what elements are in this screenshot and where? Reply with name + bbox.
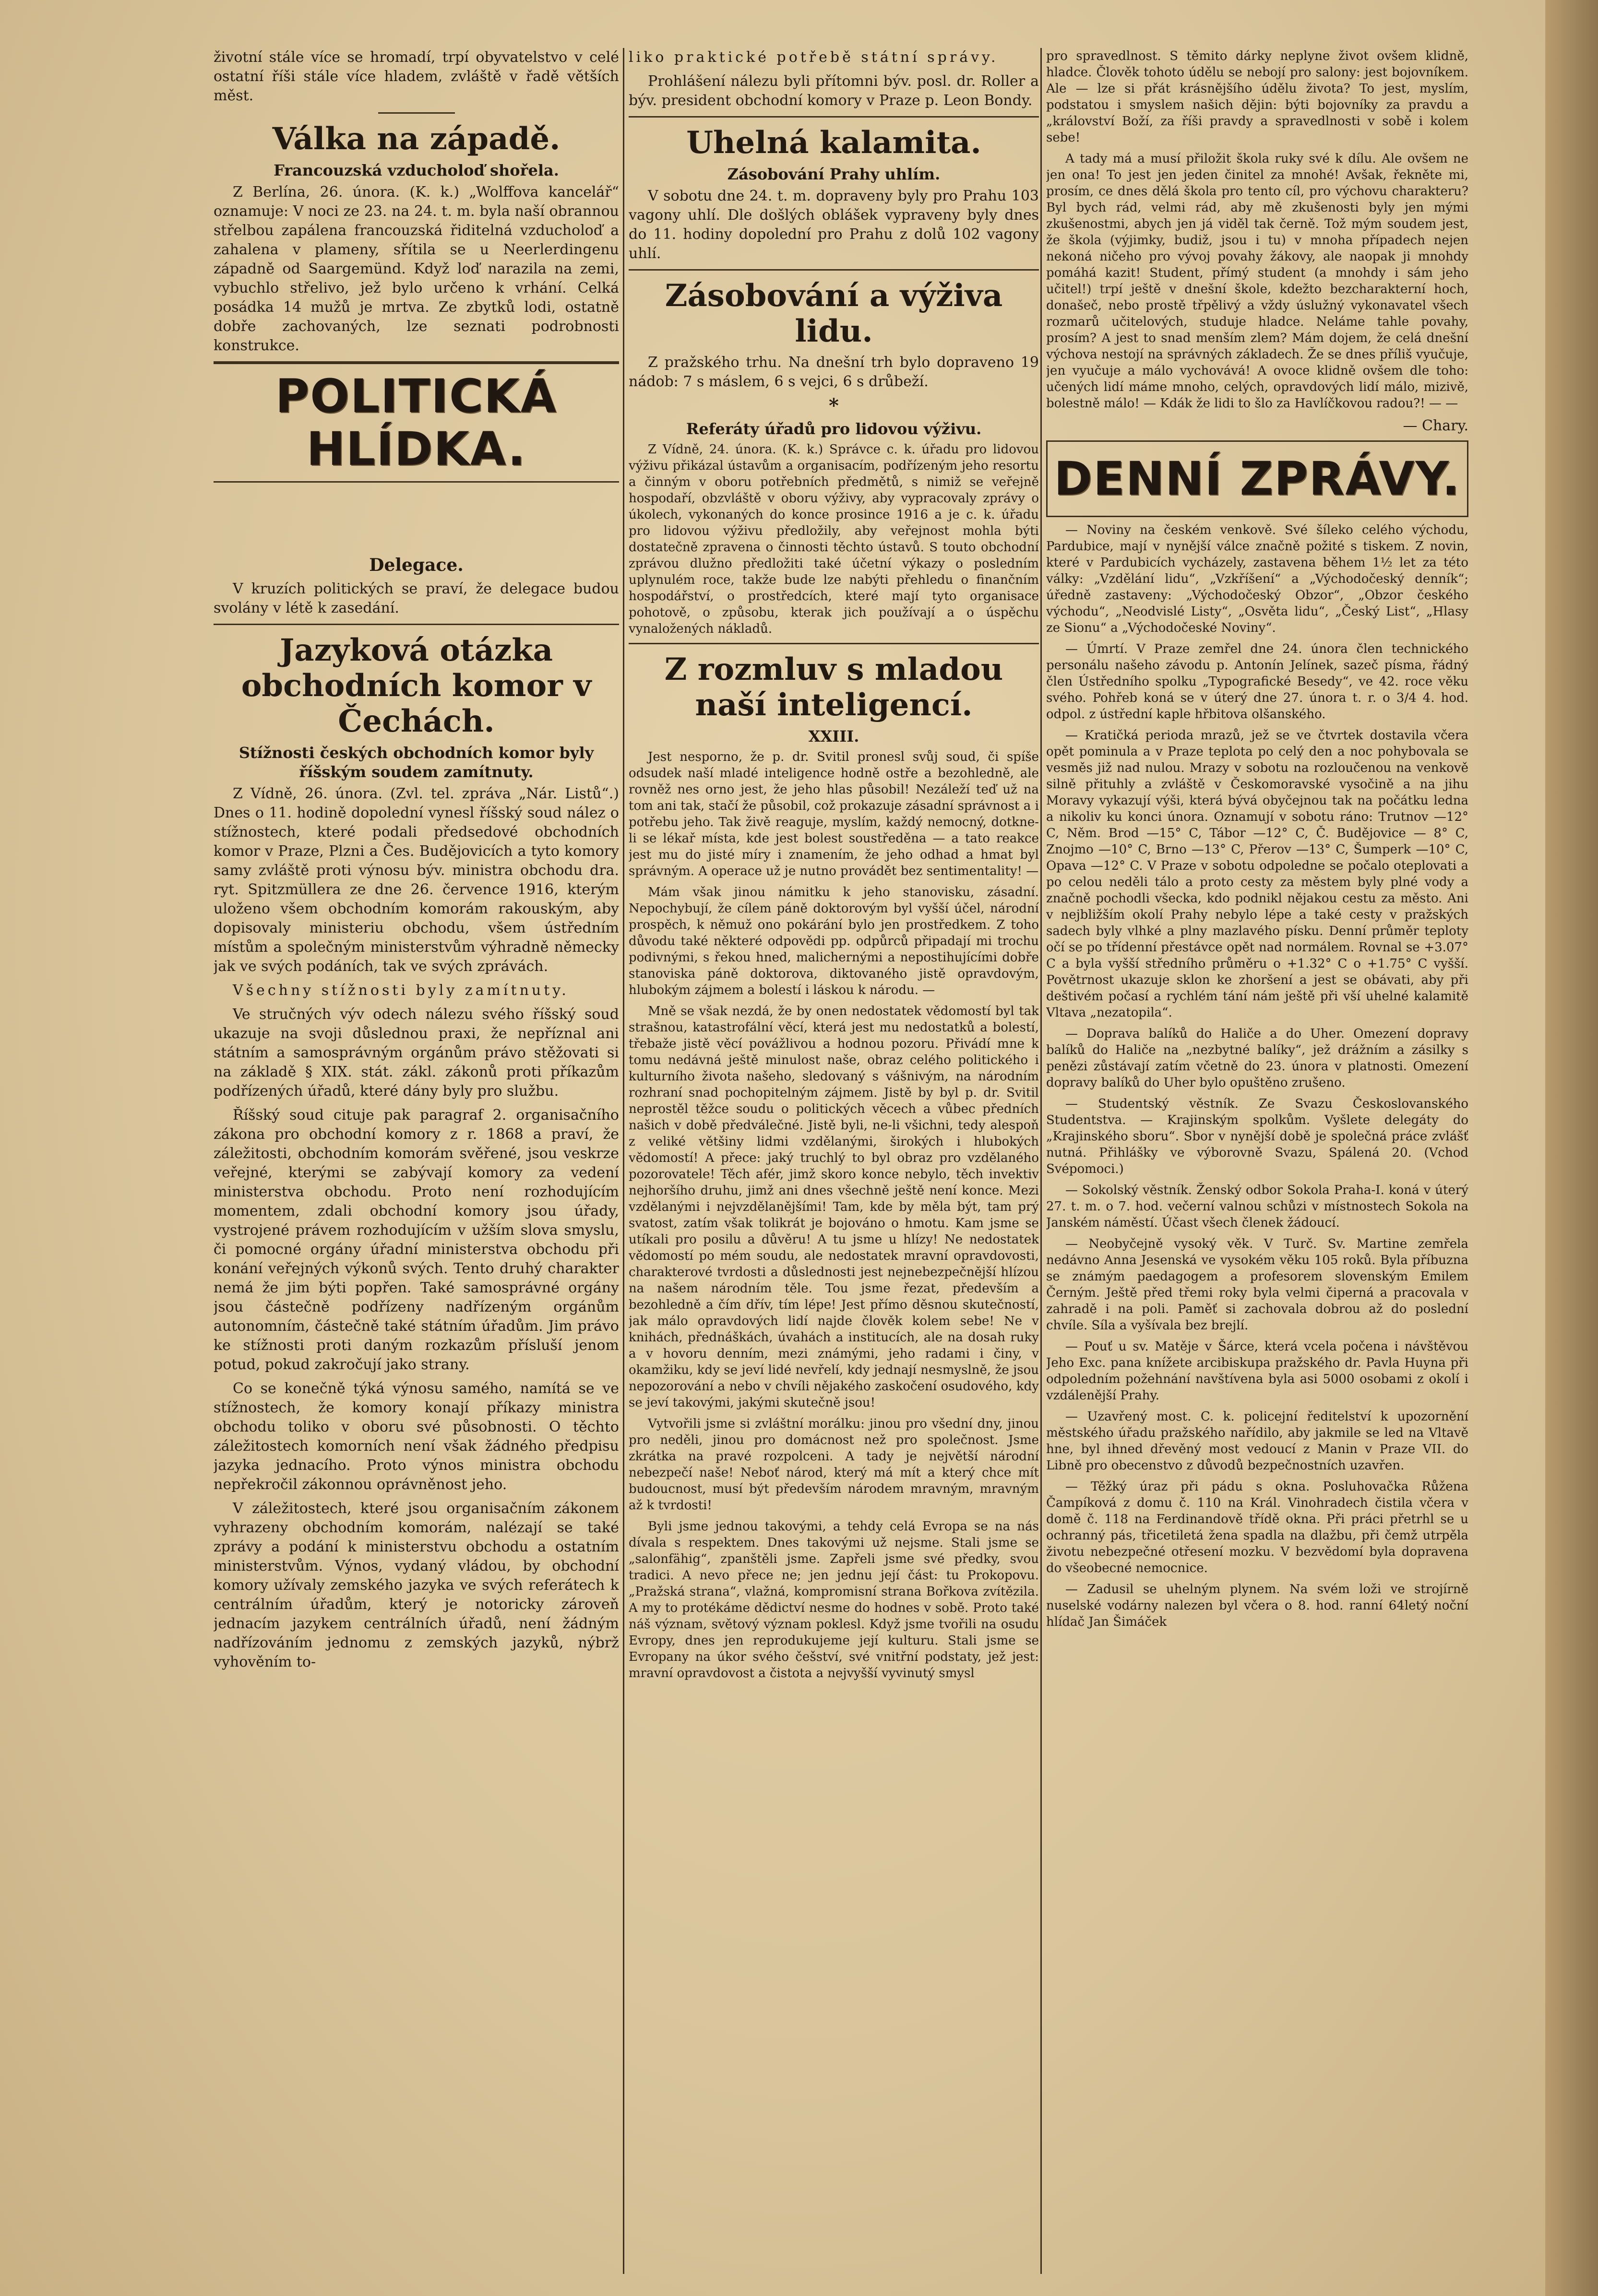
signature: — Chary. [1403,417,1468,434]
divider [378,112,455,114]
col2-intro: liko praktické potřebě státní správy. [629,49,999,66]
news-item: — Neobyčejně vysoký věk. V Turč. Sv. Martine zemřela nedávno Anna Jesenská ve vysokém věku 105 roků. Byla příbuzna se známým paedagogem a profesorem slovenským Emilem Černým. Ještě před třemi roky byla velmi čiperná a pracovala v zahradě i na poli. Paměť si zachovala dobrou až do poslední chvíle. Síla a vyšívala bez brejlí. [1046,1237,1468,1333]
divider [629,643,1039,644]
rozmluvy-p3: Mně se však nezdá, že by onen nedostatek vědomostí byl tak strašnou, katastrofální věcí, která jest mu nedostatků a bolestí, třebaže jistě věcí povážlivou a hodnou pozoru. Přivádí mne k tomu nedávná ještě minulost naše, obraz celého politického i kulturního života našeho, sledovaný s vášnivým, na národním rozhraní snad pochopitelným zájmem. Jistě by byl p. dr. Svitil neprostěl těžce soudu o politických věcech a vůbec předních našich v době předválečné. Jistě byli, ne-li všichni, tedy alespoň z veliké většiny lidmi vzdělanými, širokých i hlubokých vědomostí! A přece: jaký truchlý to byl obraz pro vzdělaného pozorovatele! Těch afér, jimž skoro konce nebylo, těch invektiv nejhoršího druhu, jimž ani dnes všechně ještě není konce. Mezi vzdělanými i nejvzdělanějšími! Tam, kde by měla být, tam prý svatost, zatím však tolikrát je bojováno o hmotu. Kam jsme se utíkali pro posilu a důvěru! A tu jsme u hlízy! Ne nedostatek vědomostí po mém soudu, ale nedostatek mravní opravdovosti, charakterové tvrdosti a důslednosti jest nejnebezpečnější hlízou na našem národním těle. Tou jsme řezat, především a bezohledně a čím dřív, tím lépe! Jest přímo děsnou skutečností, jak málo opravdových lidí najde člověk kolem sebe! Ne v knihách, přednáškách, úvahách a institucích, ale na dosah ruky a v hovoru denním, mezi známými, jeho radami i činy, v okamžiku, kdy se jeví lidé nevřelí, kdy jednají nesmyslně, že jsou nepozorování a nebo v chvíli nějakého zaskočení osudového, kdy se jeví takovými, jakými skutečně jsou! [629,1004,1039,1410]
column-1 [214,48,619,1677]
rozmluvy-p4: Vytvořili jsme si zvláštní morálku: jinou pro všední dny, jinou pro neděli, jinou pro domácnost než pro společnost. Jsme zkrátka na pravé rozpolceni. A tady je největší národní nebezpečí naše! Neboť národ, který má mít a který chce mít budoucnost, musí být především národem mravným, mravným až k tvrdosti! [629,1417,1039,1513]
news-item: — Noviny na českém venkově. Své šíleko celého východu, Pardubice, mají v nynější válce značně požité s tiskem. Z novin, které v Pardubicích vycházely, zastavena během 1½ let za této války: „Vzdělání lidu“, „Vzkříšení“ a „Východočeský denník“; úředně zastaveny: „Východočeský Obzor“, „Obzor českého východu“, „Neodvislé Listy“, „Osvěta lidu“, „Český List“, „Hlasy ze Sionu“ a „Východočeské Noviny“. [1046,523,1468,635]
blank-space [214,488,619,551]
col3-intro: pro spravedlnost. S těmito dárky neplyne život ovšem klidně, hladce. Člověk tohoto údělu se nebojí pro salony: jest bojovníkem. Ale — lze si přát krásnějšího údělu života? To jest, myslím, podstatou i smyslem našich dějin: býti bojovníky za pravdu a „království Boží, za říši pravdy a spravedlnosti v sobě i kolem sebe! [1046,49,1468,145]
jazykova-p3: Ve stručných výv odech nálezu svého říšský soud ukazuje na svoji důslednou praxi, že nepříznal ani státním a samosprávným orgánům právo stěžovati si na základě § XIX. stát. zákl. zákonů proti příkazům podřízených úřadů, které dány byly pro službu. [214,1006,619,1100]
rozmluvy-number: XXIII. [808,727,859,746]
divider [214,624,619,625]
politicka-hlidka-banner: POLITICKÁ HLÍDKA. [275,369,558,476]
news-item: — Zadusil se uhelným plynem. Na svém loži ve strojírně nuselské vodárny nalezen byl včera o 8. hod. ranní 64letý noční hlídač Jan Šimáček [1046,1582,1468,1629]
jazykova-p6: V záležitostech, které jsou organisačním zákonem vyhrazeny obchodním komorám, nalézají se také zprávy a podání k ministerstvu obchodu a ostatním ministerstvům. Výnos, vydaný vládou, by obchodní komory užívaly zemského jazyka ve svých referátech k centrálním úřadům, který je notoricky zároveň jednacím jazykem centrálních úřadů, není žádným nadřízováním jednomu z zemských jazyků, nýbrž vyhověním to- [214,1500,619,1670]
divider [214,361,619,364]
col1-intro: životní stále více se hromadí, trpí obyvatelstvo v celé ostatní říši stále více hladem, zvláště v řadě větších měst. [214,49,619,104]
rozmluvy-title: Z rozmluv s mladou naší inteligencí. [664,651,1003,723]
divider [629,269,1039,271]
news-item: — Těžký úraz při pádu s okna. Posluhovačka Růžena Čampíková z domu č. 110 na Král. Vinohradech čistila včera v domě č. 118 na Ferdinandově třídě okna. Při práci přetrhl se u ochranný pás, třicetiletá žena spadla na dlažbu, při čemž utrpěla životu nebezpečné otřesení mozku. V bezvědomí byla dopravena do všeobecné nemocnice. [1046,1479,1468,1575]
news-item: — Sokolský věstník. Ženský odbor Sokola Praha-I. koná v úterý 27. t. m. o 7. hod. večerní valnou schůzi v místnostech Sokola na Janském náměstí. Účast všech členek žádoucí. [1046,1183,1468,1230]
war-subtitle: Francouzská vzducholoď shořela. [274,161,559,179]
rozmluvy-p1: Jest nesporno, že p. dr. Svitil pronesl svůj soud, či spíše odsudek naší mladé inteligence hodně ostře a bezohledně, ale rovněž nes orno jest, že jeho hlas působil! Nezáleží teď už na tom ani tak, stačí že působil, což prokazuje zásadní správnost a i potřebu jeho. Tak živě reaguje, myslím, každý nemocný, dotkne-li se lékař místa, kde jest bolest soustředěna — a tato reakce jest mu do jisté míry i znamením, že jeho odhad a hmat byl správným. A operace už je nutno provádět bez sentimentality! — [629,750,1039,878]
news-item: — Doprava balíků do Haliče a do Uher. Omezení dopravy balíků do Haliče na „nezbytné balíky“, jež drážním a zásilky s penězi zůstávají zatím včetně do 23. února v platnosti. Omezení dopravy balíků do Uher bylo opuštěno zrušeno. [1046,1027,1468,1090]
jazykova-title: Jazyková otázka obchodních komor v Čechách. [241,632,592,739]
col2-intro2: Prohlášení nálezu byli přítomni býv. posl. dr. Roller a býv. president obchodní komory v Praze p. Leon Bondy. [629,73,1039,109]
zasobovani-title: Zásobování a výživa lidu. [665,278,1003,349]
news-item: — Uzavřený most. C. k. policejní ředitelství k upozornění městského úřadu pražského nařídilo, aby jakmile se led na Vltavě hne, byl ihned dřevěný most vedoucí z Manin v Praze VII. do Libně pro obecenstvo z důvodů bezpečnostních uzavřen. [1046,1409,1468,1473]
news-item: — Studentský věstník. Ze Svazu Českoslovanského Studentstva. — Krajinským spolkům. Vyšlete delegáty do „Krajinského sboru“. Sbor v nynější době je společná práce zvlášť nutná. Přihlášky ve výborovně Svazu, Spálená 20. (Vchod Svépomoci.) [1046,1097,1468,1176]
jazykova-p2: Všechny stížnosti byly zamítnuty. [233,982,569,999]
column-rule [1040,48,1042,2274]
zasobovani-text: Z pražského trhu. Na dnešní trh bylo dopraveno 19 nádob: 7 s máslem, 6 s vejci, 6 s drůbeží. [629,354,1039,390]
col3-p2: A tady má a musí přiložit škola ruky své k dílu. Ale ovšem ne jen ona! To jest jen jeden činitel za mnohé! Avšak, řekněte mi, prosím, ce dnes dělá škola pro tento cíl, pro výchovu charakteru? Byl bych rád, velmi rád, aby mě zkušenosti byly jen mými zkušenostmi, abych jen já viděl tak černě. Tož mým soudem jest, že škola (výjimky, budiž, jsou i tu) v mnoha případech nejen nekoná ničeho pro vývoj povahy žákovy, ale naopak ji mnohdy pomáhá kazit! Student, přímý student (a mnohdy i sám jeho učitel!) trpí ještě v dnešní škole, kdežto bezcharakterní hoch, donašeč, nebo prostě třpělivý a vždy úslužný vykonavatel všech rozmarů učitelových, studuje hladce. Neláme tahle povahy, prosím? A jest to snad menším zlem? Mám dojem, že celá dnešní výchova nestojí na správných základech. Že se dnes příliš vyučuje, jen vyučuje a málo vychovává! A ovoce klidně ovšem dle toho: učených lidí máme mnoho, celých, opravdových lidí málo, mizivě, bolestně málo! — Kdák že lidi to šlo za Havlíčkovou radou?! — — [1046,152,1468,411]
column-2 [629,48,1039,1686]
delegace-title: Delegace. [369,555,464,575]
zasobovani-subtitle: Referáty úřadů pro lidovou výživu. [686,420,982,438]
rozmluvy-p5: Byli jsme jednou takovými, a tehdy celá Evropa se na nás dívala s respektem. Dnes takovými už nejsme. Stali jsme se „salonfähig“, zpanštěli jsme. Zapřeli jsme své předky, svou tradici. A nevo přece ne; jen jednu její část: tu Prokopovu. „Pražská strana“, vlažná, kompromisní strana Bořkova zvítězila. A my to protékáme dědictví nesme do hodnes v sobě. Proto také náš význam, světový význam poklesl. Když jsme tvořili na osudu Evropy, dnes jen reprodukujeme její kulturu. Stali jsme se Evropany na úkor svého češství, své vnitřní podstaty, jež jest: mravní opravdovost a čistota a nejvyšší vyvinutý smysl [629,1519,1039,1681]
uhelna-subtitle: Zásobování Prahy uhlím. [727,165,941,183]
jazykova-p1: Z Vídně, 26. února. (Zvl. tel. zpráva „Nár. Listů“.) Dnes o 11. hodině dopolední vynesl říšský soud nález o stížnostech, které podali předsedové obchodních komor v Praze, Plzni a Čes. Budějovicích a tyto komory samy zvláště proti výnosu býv. ministra obchodu dra. ryt. Spitzmüllera ze dne 26. července 1916, kterým uloženo všem obchodním komorám rakouským, aby dopisovaly ministeriu obchodu, všem ústředním místům a společným ministerstvům výhradně německy jak ve svých podáních, tak ve svých zprávách. [214,785,619,975]
denni-zpravy-banner: DENNÍ ZPRÁVY. [1054,452,1461,506]
news-item: — Úmrtí. V Praze zemřel dne 24. února člen technického personálu našeho závodu p. Antonín Jelínek, sazeč písma, řádný člen Ústředního spolku „Typografické Besedy“, ve 42. roce věku svého. Pohřeb koná se v úterý dne 27. února t. r. o 3/4 4. hod. odpol. z ústřední kaple hřbitova olšanského. [1046,642,1468,722]
divider [214,481,619,483]
war-title: Válka na západě. [272,121,560,157]
uhelna-text: V sobotu dne 24. t. m. dopraveny byly pro Prahu 103 vagony uhlí. Dle došlých oblášek vypraveny byly dnes do 11. hodiny dopolední pro Prahu z dolů 102 vagony uhlí. [629,188,1039,262]
rozmluvy-p2: Mám však jinou námitku k jeho stanovisku, zásadní. Nepochybují, že cílem páně doktorovým byl vyšší účel, národní prospěch, k němuž ono pokárání bylo jen prostředkem. Z toho důvodu také některé odpovědi pp. odpůrců připadají mi trochu podivnými, s řekou hned, malichernými a nepostihujícími dobře stanoviska páně doktorova, diktovaného jistě opravdovým, hlubokým zájmem a bolestí i láskou k národu. — [629,885,1039,997]
uhelna-title: Uhelná kalamita. [686,125,981,161]
zasobovani-text2: Z Vídně, 24. února. (K. k.) Správce c. k. úřadu pro lidovou výživu přikázal ústavům a organisacím, podřízeným jeho resortu a činným v oboru potřebních předmětů, s nimiž se veřejně hospodaří, obzvláště v oboru výživy, aby vypracovaly zprávy o úkolech, vykonaných do konce prosince 1916 a je c. k. úřadu pro lidovou výživu předložily, aby veřejnost mohla býti dostatečně zpravena o činnosti těchto ústavů. S touto obchodní zprávou dlužno předložiti také účetní výkazy o posledním uplynulém roce, takže bude lze nabýti přehledu o finančním hospodářství, o prostředcích, které mají tyto organisace pohotově, o způsobu, kterak jich používají a o úspěchu vynaložených nákladů. [629,442,1039,636]
column-rule [623,48,624,2274]
jazykova-subtitle: Stížnosti českých obchodních komor byly říšským soudem zamítnuty. [239,744,594,781]
column-3 [1046,48,1468,1635]
jazykova-p5: Co se konečně týká výnosu samého, namítá se ve stížnostech, že komory konají příkazy ministra obchodu toliko v oboru své působnosti. O těchto záležitostech komorních není však žádného předpisu jazyka jednacího. Proto výnos ministra obchodu nepřekročil zákonnou oprávněnost jeho. [214,1380,619,1493]
divider [629,116,1039,118]
news-item: — Kratičká perioda mrazů, jež se ve čtvrtek dostavila včera opět pominula a v Praze teplota po celý den a noc pohybovala se vesměs již nad nulou. Mrazy v sobotu na rozloučenou na venkově silně přituhly a zvláště v Českomoravské vysočině a na jihu Moravy vykazují výši, která bývá obyčejnou tak na počátku ledna a nikoliv ku konci února. Oznamují v sobotu ráno: Trutnov —12° C, Něm. Brod —15° C, Tábor —12° C, Č. Budějovice — 8° C, Znojmo —10° C, Brno —13° C, Přerov —13° C, Šumperk —10° C, Opava —12° C. V Praze v sobotu odpoledne se počalo oteplovati a po celou neděli tálo a proto cesty za městem byly plné vody a značně pochodli všecka, kdo podnikl nějakou cestu za město. Ani v nejbližším okolí Prahy nebylo lépe a také cesty v pražských sadech byly vlhké a plny mazlavého písku. Denní průměr teploty očí se po třídenní přestávce opět nad normálem. Rovnal se +3.07° C a byla vyšší středního průměru o +1.32° C o +1.75° C vyšší. Povětrnost ukazuje sklon ke zhoršení a jest se obávati, aby při deštivém počasí a rychlém tání nám ještě při vší uhelné kalamitě Vltava „nezatopila“. [1046,728,1468,1020]
star-separator: * [829,394,839,417]
news-item: — Pouť u sv. Matěje v Šárce, která vcela počena i návštěvou Jeho Exc. pana knížete arcibiskupa pražského dr. Pavla Huyna při odpoledním požehnání navštívena byla asi 5000 osobami z okolí i vzdálenější Prahy. [1046,1339,1468,1403]
denni-zpravy-box [1046,440,1468,517]
delegace-text: V kruzích politických se praví, že delegace budou svolány v létě k zasedání. [214,580,619,616]
jazykova-p4: Říšský soud cituje pak paragraf 2. organisačního zákona pro obchodní komory z r. 1868 a praví, že záležitosti, obchodním komorám svěřené, jsou veskrze veřejné, kterými se zabývají komory za vedení ministerstva obchodu. Proto není rozhodujícím momentem, zdali obchodní komory jsou úřady, vystrojené právem rozhodujícím v užším slova smyslu, či pomocné orgány úřadní ministerstva obchodu při konání veřejných výkonů svých. Tento druhý charakter nemá že jim býti popřen. Také samosprávné orgány jsou částečně podřízeny nadřízeným orgánům autonomním, částečně také státním úřadům. Jim právo ke stížnosti proti daným rozkazům přísluší jenom potud, pokud zakročují jako strany. [214,1107,619,1373]
page-edge [1545,0,1598,2296]
war-text: Z Berlína, 26. února. (K. k.) „Wolffova kancelář“ oznamuje: V noci ze 23. na 24. t. m. byla naší obrannou střelbou zapálena francouzská řiditelná vzducholoď a zahalena v plameny, sřítila se u Neerlerdingenu západně od Saargemünd. Když loď narazila na zemi, vybuchlo střelivo, jež bylo určeno k vrhání. Celká posádka 14 mužů je mrtva. Ze zbytků lodi, ostatně dobře zachovaných, lze seznati podrobnosti konstrukce. [214,184,619,354]
